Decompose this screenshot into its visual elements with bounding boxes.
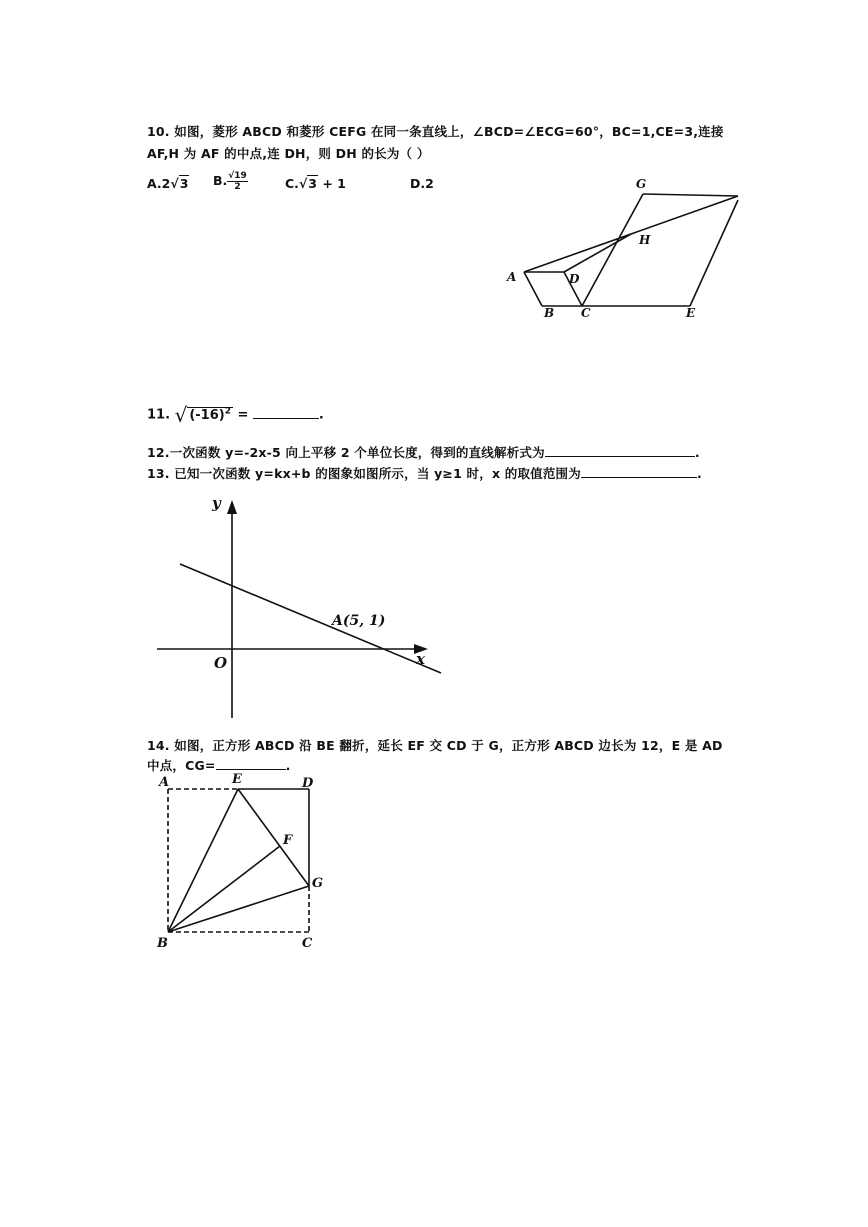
q13-end: . [696,466,702,481]
q10-option-d: D.2 [410,176,434,191]
origin-label: O [214,654,228,672]
label-f: F [283,833,293,848]
q12-text: 12.一次函数 y=-2x-5 向上平移 2 个单位长度，得到的直线解析式为 [147,445,545,460]
label-c: C [581,306,591,320]
label-b: B [157,936,168,951]
label-g: G [636,177,647,191]
q12-end: . [694,445,700,460]
q10-line2: AF,H 为 AF 的中点,连 DH，则 DH 的长为（ ） [147,146,430,161]
option-b-label: B. [213,173,228,188]
option-b-denominator: 2 [234,182,241,192]
point-a-label: A(5, 1) [332,613,386,629]
line-e-g [238,789,309,886]
q11-radicand: (-16) [189,407,225,423]
q11-number: 11. [147,407,171,423]
label-h: H [639,233,651,247]
label-e: E [686,306,696,320]
label-b: B [544,306,555,320]
sqrt-sign: √ [228,171,235,181]
option-c-radicand: 3 [308,176,317,191]
x-axis-label: x [416,650,425,668]
line-b-e [168,789,238,932]
option-b-numerator: 19 [234,171,247,181]
q11-equals: = [237,407,249,423]
option-c-label: C. [285,176,299,191]
label-a: A [159,775,170,790]
q10-line1: 10. 如图，菱形 ABCD 和菱形 CEFG 在同一条直线上，∠BCD=∠ECG=60°，BC=1,CE=3,连接 [147,124,724,139]
line-b-g [168,886,309,932]
option-c-tail: + 1 [317,176,346,191]
q11-exponent: 2 [224,406,231,417]
label-a: A [507,270,517,284]
q14-end: . [285,758,291,773]
q11-line: 11. √ $(-16)^2$ = . [147,403,324,427]
label-g: G [312,876,324,891]
q13-text: 13. 已知一次函数 y=kx+b 的图象如图所示，当 y≥1 时，x 的取值范围为 [147,466,581,481]
label-d: D [302,776,314,791]
label-c: C [302,936,313,951]
sqrt-sign: √ [298,176,308,191]
label-e: E [232,772,242,787]
sqrt-sign: √ [174,403,188,427]
q14-prefix: 中点，CG= [147,758,216,773]
y-axis-label: y [212,494,221,512]
sqrt-sign: √ [170,176,179,191]
option-a-radicand: 3 [179,176,189,191]
label-d: D [569,272,580,286]
line-b-f [168,846,280,932]
q14-line1: 14. 如图，正方形 ABCD 沿 BE 翻折，延长 EF 交 CD 于 G，正方形 ABCD 边长为 12，E 是 AD [147,738,723,753]
option-a-label: A.2 [147,176,171,191]
